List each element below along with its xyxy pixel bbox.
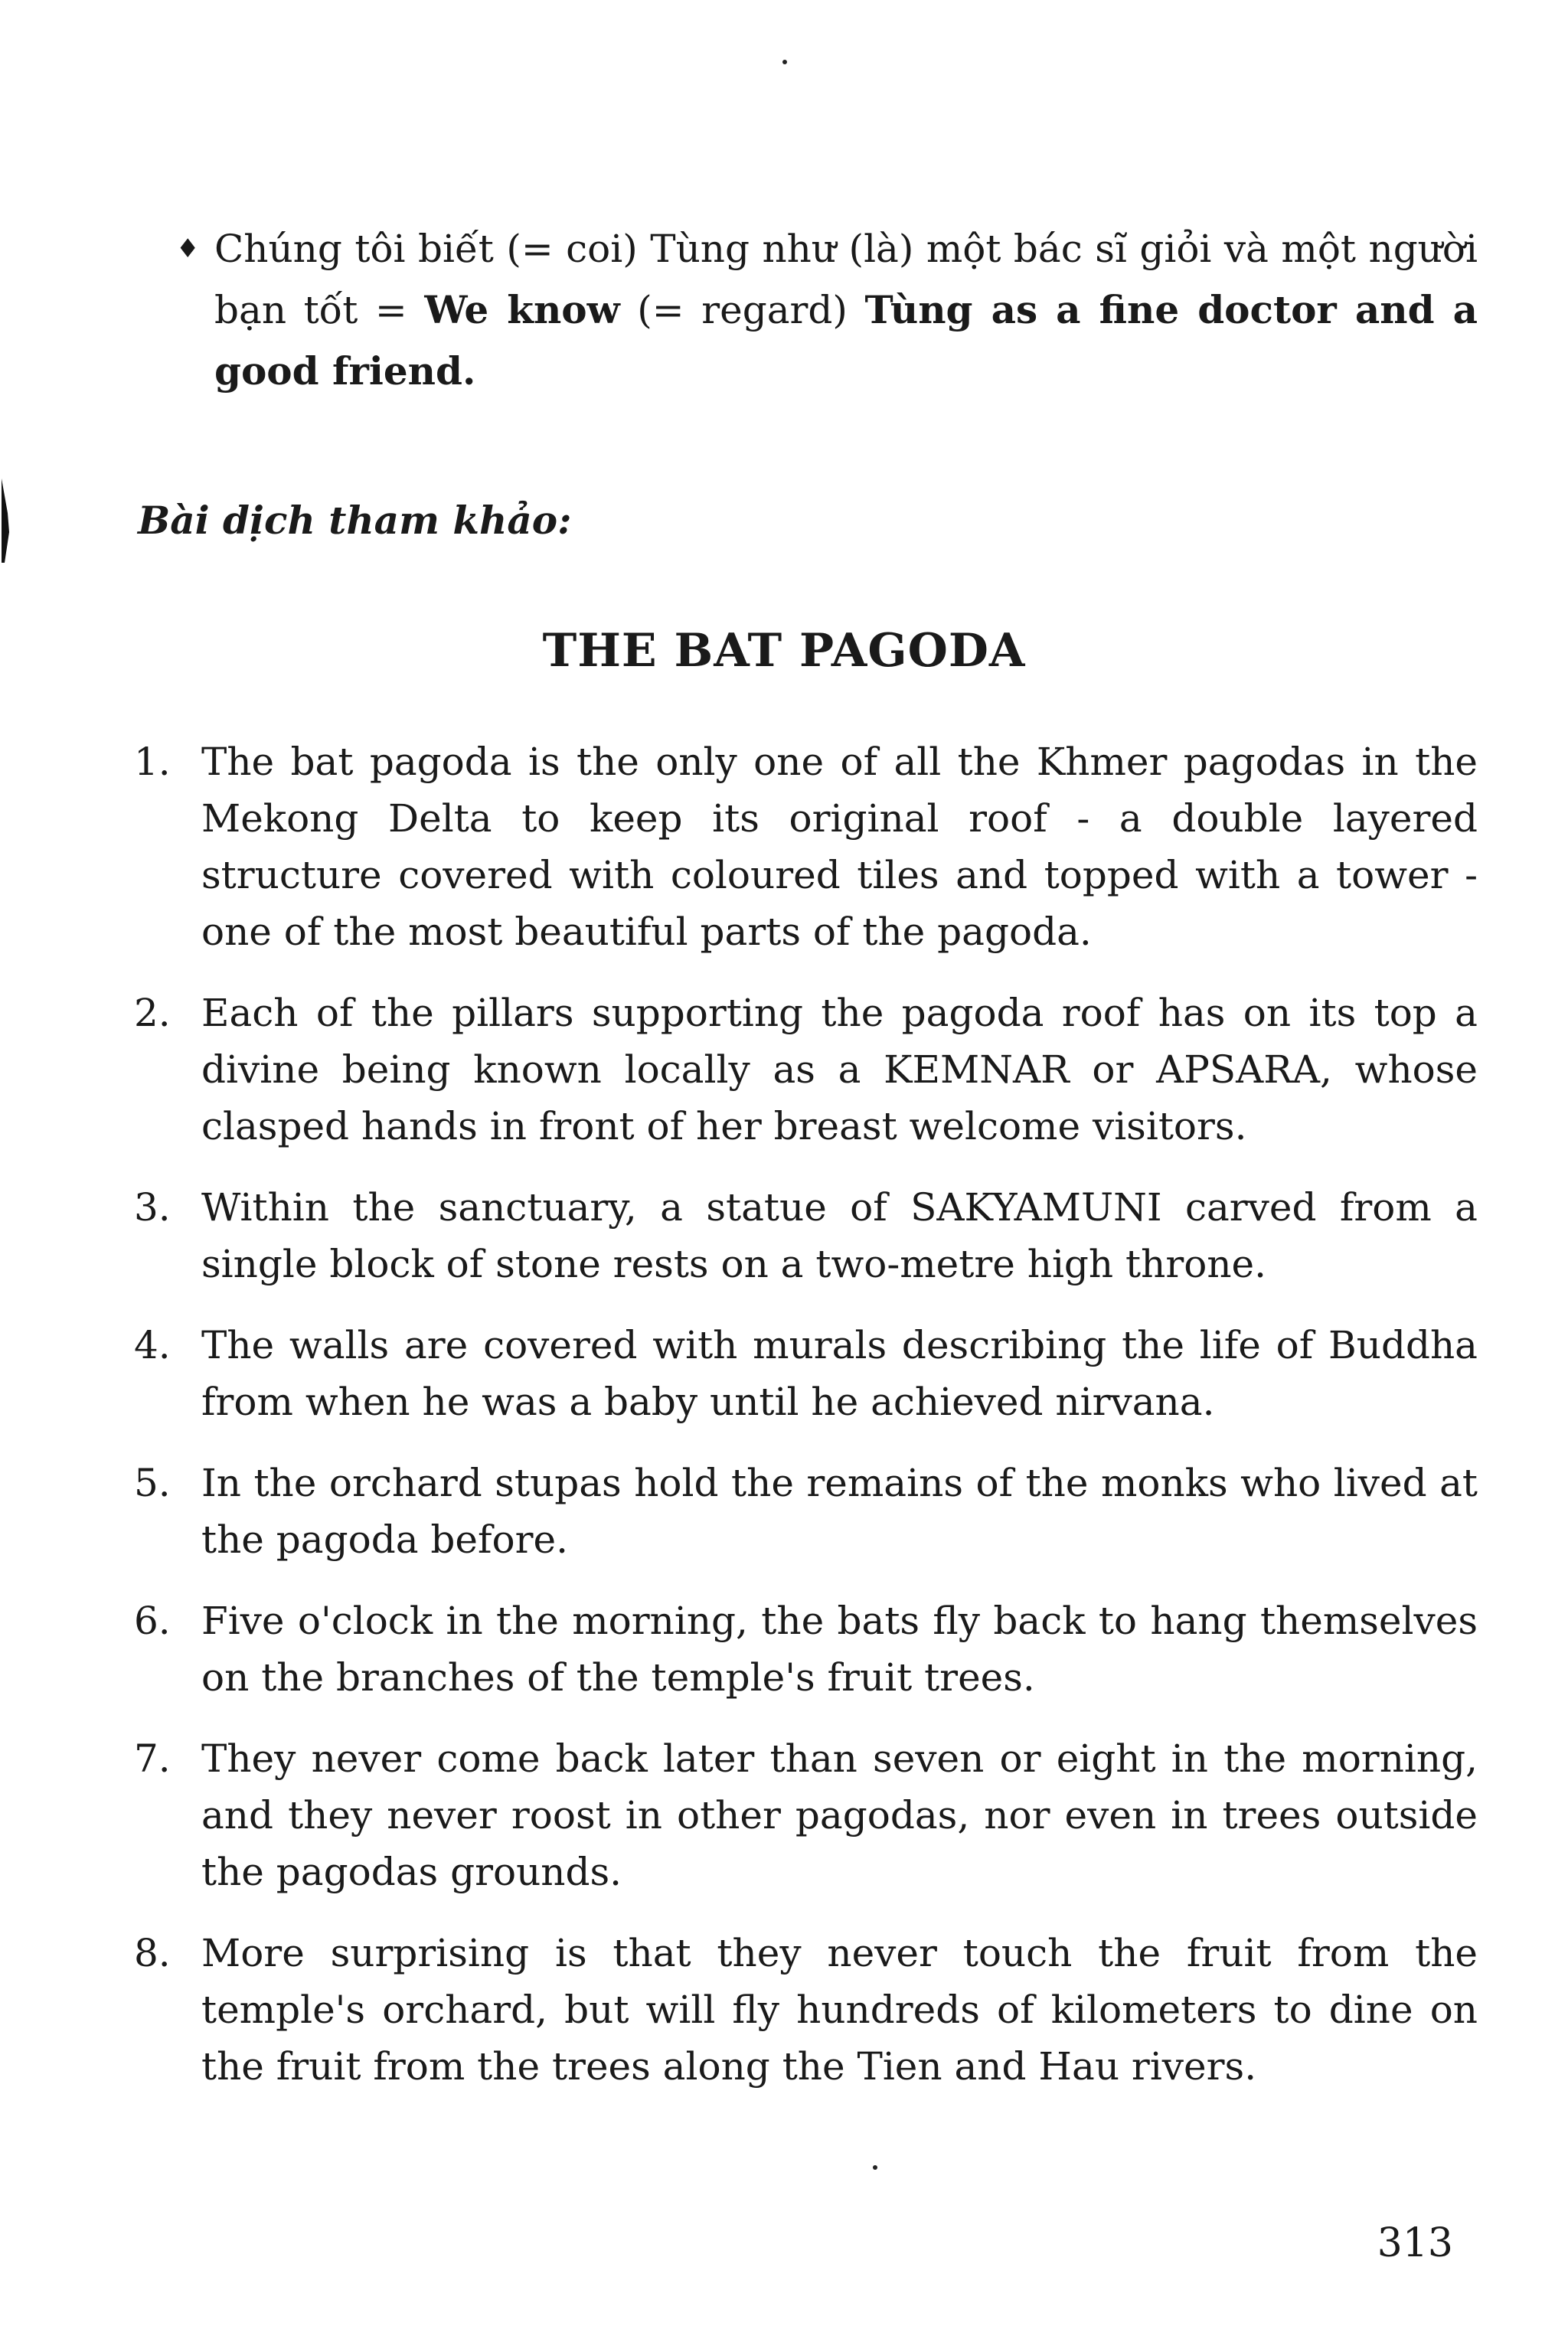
numbered-list [134,733,1478,2119]
list-item [134,1317,1478,1430]
list-item [134,985,1478,1155]
reference-translation-heading: Bài dịch tham khảo: [138,498,572,543]
list-item-text: They never come back later than seven or eight in the morning, and they never roost in other pagodas, nor even in trees outside the pagodas grounds. [201,1736,1478,1894]
list-item-text: The bat pagoda is the only one of all the Khmer pagodas in the Mekong Delta to keep its original roof - a double layered structure covered with coloured tiles and topped with a tower - one of the most beautiful parts of the pagoda. [201,740,1478,954]
list-item [134,733,1478,960]
bullet-text-en-plain: (= regard) [637,288,848,332]
list-item-number: 2. [134,991,171,1035]
print-speck [873,2165,877,2170]
list-item [134,1925,1478,2095]
list-item-text: The walls are covered with murals describing the life of Buddha from when he was a baby until he achieved nirvana. [201,1323,1478,1424]
list-item-text: More surprising is that they never touch the fruit from the temple's orchard, but will fly hundreds of kilometers to dine on the fruit from the trees along the Tien and Hau rivers. [201,1931,1478,2089]
bullet-text-en-bold-2: Tùng as a fine doctor and a good friend. [214,287,1478,394]
list-item [134,1179,1478,1292]
bullet-text-en-bold: We know [424,287,620,332]
list-item [134,1455,1478,1568]
bullet-example [176,218,1478,402]
list-item-number: 6. [134,1599,171,1643]
diamond-bullet-icon: ♦ [176,234,200,264]
list-item-text: Five o'clock in the morning, the bats fly back to hang themselves on the branches of the temple's fruit trees. [201,1599,1478,1700]
list-item-text: In the orchard stupas hold the remains of the monks who lived at the pagoda before. [201,1461,1478,1562]
bullet-text-vi: Chúng tôi biết (= coi) Tùng như (là) một bác sĩ giỏi và một người bạn tốt = [214,227,1478,332]
list-item-number: 1. [134,740,171,784]
list-item-text: Each of the pillars supporting the pagoda roof has on its top a divine being known locally as a KEMNAR or APSARA, whose clasped hands in front of her breast welcome visitors. [201,991,1478,1148]
list-item-number: 4. [134,1323,171,1367]
page-title: THE BAT PAGODA [542,624,1026,678]
list-item-text: Within the sanctuary, a statue of SAKYAMUNI carved from a single block of stone rests on a two-metre high throne. [201,1185,1478,1286]
margin-mark [0,479,11,563]
list-item-number: 3. [134,1185,171,1230]
list-item [134,1730,1478,1900]
page-number: 313 [1377,2220,1453,2266]
print-speck [782,60,787,64]
list-item-number: 8. [134,1931,171,1975]
list-item-number: 7. [134,1736,171,1781]
list-item [134,1592,1478,1706]
list-item-number: 5. [134,1461,171,1505]
